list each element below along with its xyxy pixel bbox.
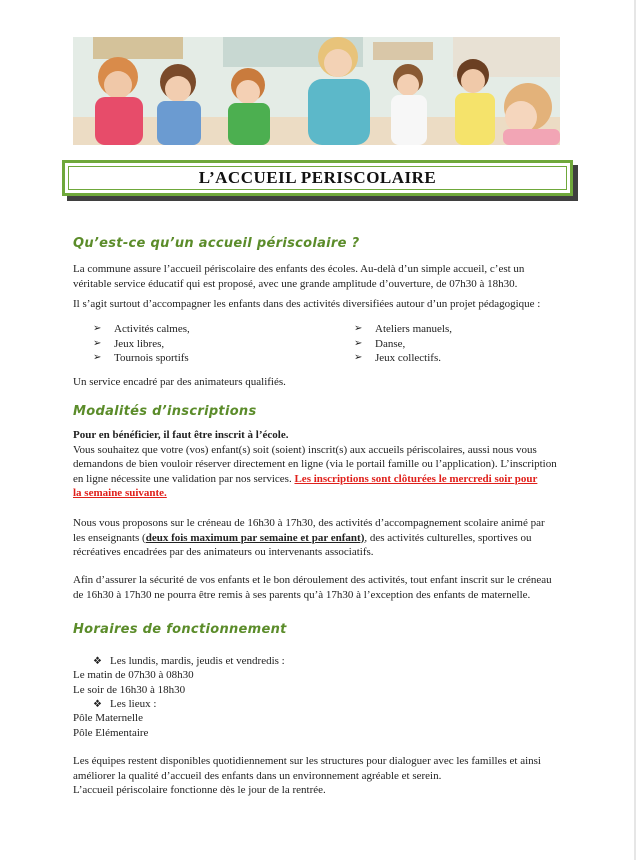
- section-heading-hours: Horaires de fonctionnement: [73, 622, 287, 637]
- paragraph-staff: Un service encadré par des animateurs qualifiés.: [73, 376, 286, 388]
- text-line: véritable service éducatif qui est proposé, avec une grande amplitude d’ouverture, de 07h30 à 18h30.: [73, 277, 518, 290]
- paragraph-safety: [73, 573, 573, 602]
- section-heading-registration: Modalités d’inscriptions: [73, 404, 257, 419]
- place-item: Pôle Maternelle: [73, 712, 143, 724]
- list-item: ➢ Jeux collectifs.: [354, 352, 441, 365]
- text-line: demandons de bien vouloir réserver directement en ligne (via le portail famille ou l’application). L’inscription: [73, 458, 557, 471]
- arrow-bullet-icon: ➢: [93, 323, 102, 334]
- arrow-bullet-icon: ➢: [93, 352, 102, 364]
- arrow-bullet-icon: ➢: [354, 352, 363, 364]
- places-label: ❖ Les lieux :: [93, 698, 157, 710]
- hero-photo-children: [73, 37, 560, 145]
- paragraph-activities-intro: Il s’agit surtout d’accompagner les enfants dans des activités diversifiées autour d’un projet pédagogique :: [73, 298, 541, 310]
- morning-hours: Le matin de 07h30 à 08h30: [73, 669, 194, 681]
- text-line: [73, 486, 573, 501]
- text-line: améliorer la qualité d’accueil des enfants dans un environnement agréable et serein.: [73, 769, 442, 782]
- activities-list-right: [354, 322, 452, 366]
- text-line: L’accueil périscolaire fonctionne dès le jour de la rentrée.: [73, 784, 326, 797]
- paragraph-homework-support: [73, 516, 573, 560]
- place-item: Pôle Elémentaire: [73, 726, 149, 739]
- page-title: L’ACCUEIL PERISCOLAIRE: [198, 168, 437, 187]
- text-line: récréatives encadrées par des animateurs ou intervenants associatifs.: [73, 546, 374, 559]
- list-item: ➢ Activités calmes,: [93, 323, 190, 335]
- text-line: Vous souhaitez que votre (vos) enfant(s) soit (soient) inscrit(s) aux accueils périscolaires, aussi nous vous: [73, 443, 537, 456]
- list-item: ➢ Tournois sportifs: [93, 352, 189, 365]
- diamond-bullet-icon: ❖: [93, 699, 102, 710]
- section-heading-what-is: Qu’est-ce qu’un accueil périscolaire ?: [73, 236, 360, 251]
- text-line: Nous vous proposons sur le créneau de 16h30 à 17h30, des activités d’accompagnement scolaire animé par: [73, 517, 545, 529]
- places-list: [73, 711, 563, 740]
- paragraph-intro: [73, 262, 563, 291]
- text-line: les enseignants (deux fois maximum par semaine et par enfant), des activités culturelles, sportives ou: [73, 531, 532, 544]
- diamond-bullet-icon: ❖: [93, 656, 102, 667]
- deadline-notice-continued: la semaine suivante.: [73, 487, 167, 500]
- max-frequency-notice: deux fois maximum par semaine et par enfant): [145, 531, 365, 544]
- arrow-bullet-icon: ➢: [354, 337, 363, 349]
- text-line: La commune assure l’accueil périscolaire des enfants des écoles. Au-delà d’un simple accueil, c’est un: [73, 263, 525, 275]
- paragraph-team: [73, 754, 573, 798]
- text-line: Les équipes restent disponibles quotidiennement sur les structures pour dialoguer avec les familles et ainsi: [73, 755, 541, 767]
- classroom-illustration: [73, 37, 560, 145]
- text-line: en ligne nécessite une validation par nos services. Les inscriptions sont clôturées le mercredi soir pour: [73, 472, 538, 485]
- days-label: ❖ Les lundis, mardis, jeudis et vendredis :: [93, 655, 285, 667]
- evening-hours: Le soir de 16h30 à 18h30: [73, 683, 186, 696]
- arrow-bullet-icon: ➢: [93, 337, 102, 349]
- text-line-bold: Pour en bénéficier, il faut être inscrit à l’école.: [73, 429, 289, 441]
- activities-list-left: [93, 322, 190, 366]
- text-line: de 16h30 à 17h30 ne pourra être remis à ses parents qu’à 17h30 à l’exception des enfants de maternelle.: [73, 588, 531, 601]
- title-box: [62, 160, 573, 196]
- arrow-bullet-icon: ➢: [354, 323, 363, 334]
- text-line: Afin d’assurer la sécurité de vos enfants et le bon déroulement des activités, tout enfant inscrit sur le créneau: [73, 574, 552, 586]
- hours-list: [73, 668, 563, 697]
- deadline-notice: Les inscriptions sont clôturées le mercredi soir pour: [294, 472, 538, 485]
- list-item: ➢ Danse,: [354, 337, 406, 350]
- paragraph-registration: [73, 428, 573, 501]
- list-item: ➢ Ateliers manuels,: [354, 323, 452, 335]
- list-item: ➢ Jeux libres,: [93, 337, 165, 350]
